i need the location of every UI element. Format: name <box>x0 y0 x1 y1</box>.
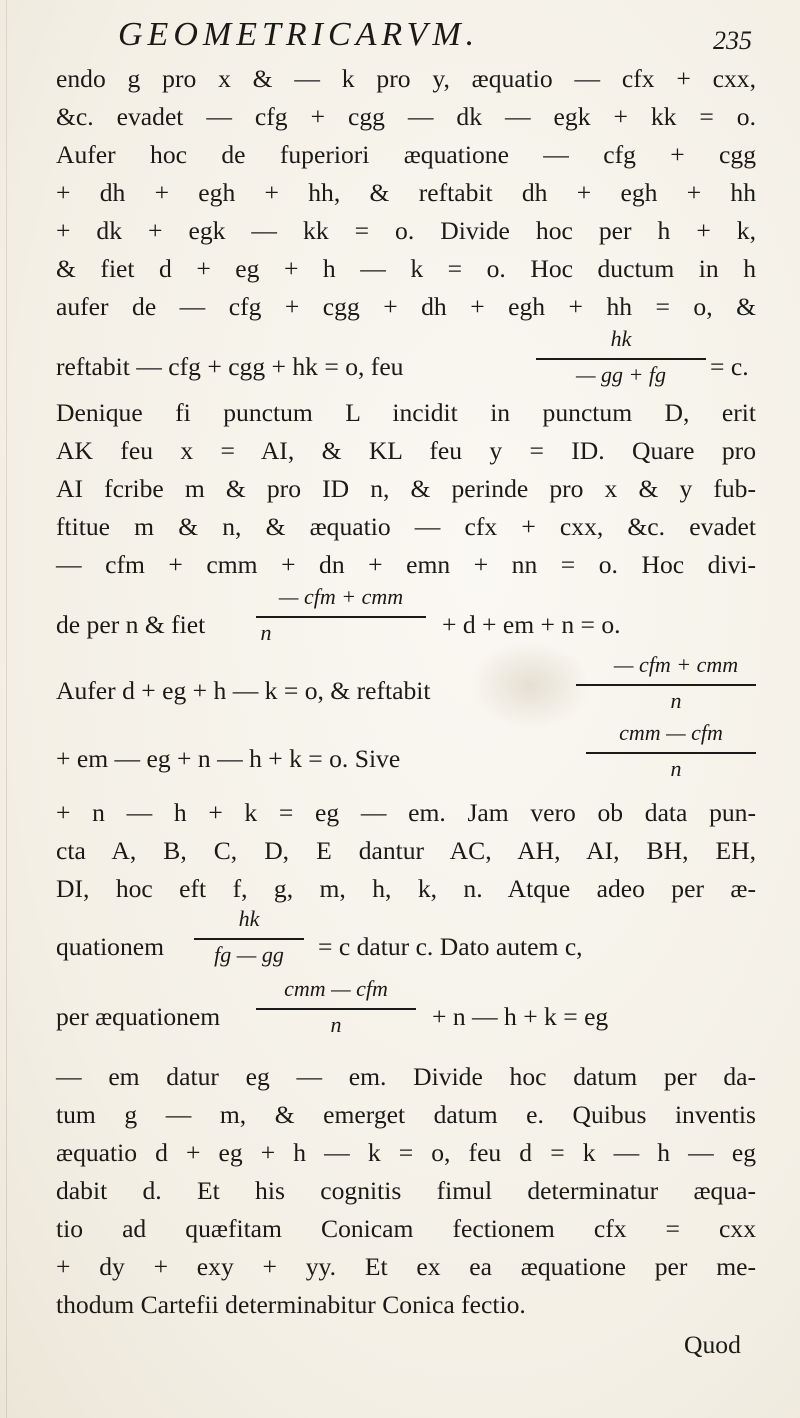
text-line: tum g — m, & emerget datum e. Quibus inventis <box>56 1100 756 1129</box>
text-line: & fiet d + eg + h — k = o. Hoc ductum in h <box>56 254 756 283</box>
fraction-numerator: — cfm + cmm <box>278 584 404 609</box>
fraction-bar <box>256 1008 416 1010</box>
text-line: tio ad quæfitam Conicam fectionem cfx = cxx <box>56 1214 756 1243</box>
fraction-denominator: n <box>260 620 272 645</box>
fraction-denominator: n <box>330 1012 342 1037</box>
text-line: Denique fi punctum L incidit in punctum D, erit <box>56 398 756 427</box>
fraction-bar <box>576 684 756 686</box>
text-line: Aufer d + eg + h — k = o, & reftabit <box>56 676 431 705</box>
text-line: + d + em + n = o. <box>442 610 621 639</box>
text-line: Aufer hoc de fuperiori æquatione — cfg + cgg <box>56 140 756 169</box>
fraction-numerator: hk <box>610 326 632 351</box>
fraction-bar <box>536 358 706 360</box>
fraction-denominator: fg — gg <box>214 942 284 967</box>
text-line: aufer de — cfg + cgg + dh + egh + hh = o, & <box>56 292 756 321</box>
text-line: = c datur c. Dato autem c, <box>318 932 583 961</box>
running-title: GEOMETRICARVM. <box>118 16 480 53</box>
text-line: de per n & fiet <box>56 610 206 639</box>
page-edge-shadow <box>6 0 7 1418</box>
catchword: Quod <box>684 1330 741 1359</box>
fraction-bar <box>586 752 756 754</box>
text-line: &c. evadet — cfg + cgg — dk — egk + kk = o. <box>56 102 756 131</box>
fraction-numerator: cmm — cfm <box>619 720 723 745</box>
text-line: endo g pro x & — k pro y, æquatio — cfx + cxx, <box>56 64 756 93</box>
text-line: thodum Cartefii determinabitur Conica fectio. <box>56 1290 526 1319</box>
text-line: — cfm + cmm + dn + emn + nn = o. Hoc divi- <box>56 550 756 579</box>
page-header <box>118 12 752 62</box>
text-line: reftabit — cfg + cgg + hk = o, feu <box>56 352 404 381</box>
text-line: + em — eg + n — h + k = o. Sive <box>56 744 401 773</box>
text-line: AK feu x = AI, & KL feu y = ID. Quare pro <box>56 436 756 465</box>
text-line: + dy + exy + yy. Et ex ea æquatione per me- <box>56 1252 756 1281</box>
text-line: cta A, B, C, D, E dantur AC, AH, AI, BH, EH, <box>56 836 756 865</box>
fraction-denominator: n <box>670 756 682 781</box>
fraction-denominator: — gg + fg <box>575 362 667 387</box>
paper-stain <box>470 640 590 730</box>
fraction-numerator: cmm — cfm <box>284 976 388 1001</box>
text-line: æquatio d + eg + h — k = o, feu d = k — h — eg <box>56 1138 756 1167</box>
text-line: + n — h + k = eg <box>432 1002 609 1031</box>
text-line: per æquationem <box>56 1002 221 1031</box>
text-line: AI fcribe m & pro ID n, & perinde pro x & y fub- <box>56 474 756 503</box>
text-line: quationem <box>56 932 165 961</box>
text-line: dabit d. Et his cognitis fimul determinatur æqua- <box>56 1176 756 1205</box>
fraction-denominator: n <box>670 688 682 713</box>
text-line: — em datur eg — em. Divide hoc datum per da- <box>56 1062 756 1091</box>
fraction-bar <box>194 938 304 940</box>
text-line: + dk + egk — kk = o. Divide hoc per h + k, <box>56 216 756 245</box>
text-line: + dh + egh + hh, & reftabit dh + egh + hh <box>56 178 756 207</box>
text-line: DI, hoc eft f, g, m, h, k, n. Atque adeo per æ- <box>56 874 756 903</box>
page-number: 235 <box>713 26 752 55</box>
text-line: ftitue m & n, & æquatio — cfx + cxx, &c. evadet <box>56 512 756 541</box>
text-line: = c. <box>710 352 749 381</box>
fraction-numerator: hk <box>238 906 260 931</box>
fraction-numerator: — cfm + cmm <box>613 652 739 677</box>
text-line: + n — h + k = eg — em. Jam vero ob data pun- <box>56 798 756 827</box>
fraction-bar <box>256 616 426 618</box>
